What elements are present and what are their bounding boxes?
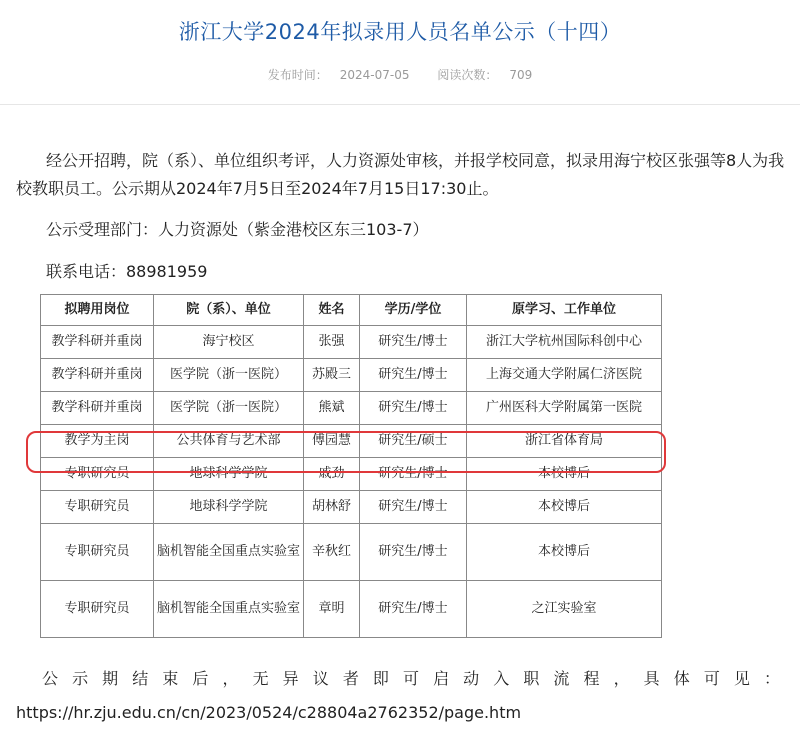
read-count-label: 阅读次数：	[437, 68, 498, 82]
cell-degree: 研究生/硕士	[360, 425, 467, 458]
cell-degree: 研究生/博士	[360, 458, 467, 491]
intro-paragraph: 经公开招聘，院（系）、单位组织考评，人力资源处审核，并报学校同意，拟录用海宁校区张强等8人为我校教职员工。公示期从2024年7月5日至2024年7月15日17:30止。	[16, 151, 785, 198]
cell-position: 专职研究员	[41, 524, 154, 581]
cell-previous-unit: 本校博后	[467, 491, 662, 524]
cell-department: 地球科学学院	[154, 491, 304, 524]
header-position: 拟聘用岗位	[41, 295, 154, 326]
publish-time-label: 发布时间：	[267, 68, 328, 82]
cell-name: 章明	[304, 581, 360, 638]
table-row	[41, 392, 662, 425]
cell-name: 胡林舒	[304, 491, 360, 524]
cell-position: 专职研究员	[41, 491, 154, 524]
article-meta	[0, 66, 800, 83]
cell-position: 教学为主岗	[41, 425, 154, 458]
cell-department: 公共体育与艺术部	[154, 425, 304, 458]
table-row	[41, 491, 662, 524]
cell-name: 张强	[304, 326, 360, 359]
department-line: 公示受理部门：人力资源处（紫金港校区东三103-7）	[46, 220, 429, 239]
cell-department: 海宁校区	[154, 326, 304, 359]
cell-position: 专职研究员	[41, 581, 154, 638]
cell-degree: 研究生/博士	[360, 581, 467, 638]
cell-department: 医学院（浙一医院）	[154, 359, 304, 392]
cell-previous-unit: 之江实验室	[467, 581, 662, 638]
cell-previous-unit: 浙江省体育局	[467, 425, 662, 458]
table-row	[41, 326, 662, 359]
cell-name: 傅园慧	[304, 425, 360, 458]
cell-position: 教学科研并重岗	[41, 359, 154, 392]
cell-name: 辛秋红	[304, 524, 360, 581]
highlight-box	[26, 431, 666, 473]
table-header-row	[41, 295, 662, 326]
page-title: 浙江大学2024年拟录用人员名单公示（十四）	[178, 20, 622, 44]
publish-time-value: 2024-07-05	[339, 68, 410, 82]
table-row	[41, 581, 662, 638]
cell-name: 熊斌	[304, 392, 360, 425]
cell-department: 脑机智能全国重点实验室	[154, 581, 304, 638]
cell-department: 医学院（浙一医院）	[154, 392, 304, 425]
cell-previous-unit: 浙江大学杭州国际科创中心	[467, 326, 662, 359]
cell-department: 地球科学学院	[154, 458, 304, 491]
read-count	[431, 68, 538, 82]
cell-degree: 研究生/博士	[360, 491, 467, 524]
header-degree: 学历/学位	[360, 295, 467, 326]
cell-previous-unit: 本校博后	[467, 524, 662, 581]
cell-name: 戚劲	[304, 458, 360, 491]
cell-department: 脑机智能全国重点实验室	[154, 524, 304, 581]
header-name: 姓名	[304, 295, 360, 326]
cell-previous-unit: 上海交通大学附属仁济医院	[467, 359, 662, 392]
phone-line: 联系电话：88981959	[46, 262, 208, 281]
table-row	[41, 359, 662, 392]
policy-link[interactable]: https://hr.zju.edu.cn/cn/2023/0524/c28804a2762352/page.htm	[16, 703, 522, 722]
publish-time	[262, 68, 416, 82]
cell-degree: 研究生/博士	[360, 524, 467, 581]
cell-degree: 研究生/博士	[360, 326, 467, 359]
closing-paragraph: 公示期结束后，无异议者即可启动入职流程，具体可见：	[42, 669, 782, 688]
divider	[0, 104, 800, 105]
read-count-value: 709	[509, 68, 533, 82]
table-row	[41, 524, 662, 581]
cell-previous-unit: 本校博后	[467, 458, 662, 491]
cell-degree: 研究生/博士	[360, 359, 467, 392]
cell-previous-unit: 广州医科大学附属第一医院	[467, 392, 662, 425]
cell-name: 苏殿三	[304, 359, 360, 392]
header-department: 院（系）、单位	[154, 295, 304, 326]
cell-position: 专职研究员	[41, 458, 154, 491]
header-previous-unit: 原学习、工作单位	[467, 295, 662, 326]
cell-position: 教学科研并重岗	[41, 392, 154, 425]
cell-degree: 研究生/博士	[360, 392, 467, 425]
cell-position: 教学科研并重岗	[41, 326, 154, 359]
